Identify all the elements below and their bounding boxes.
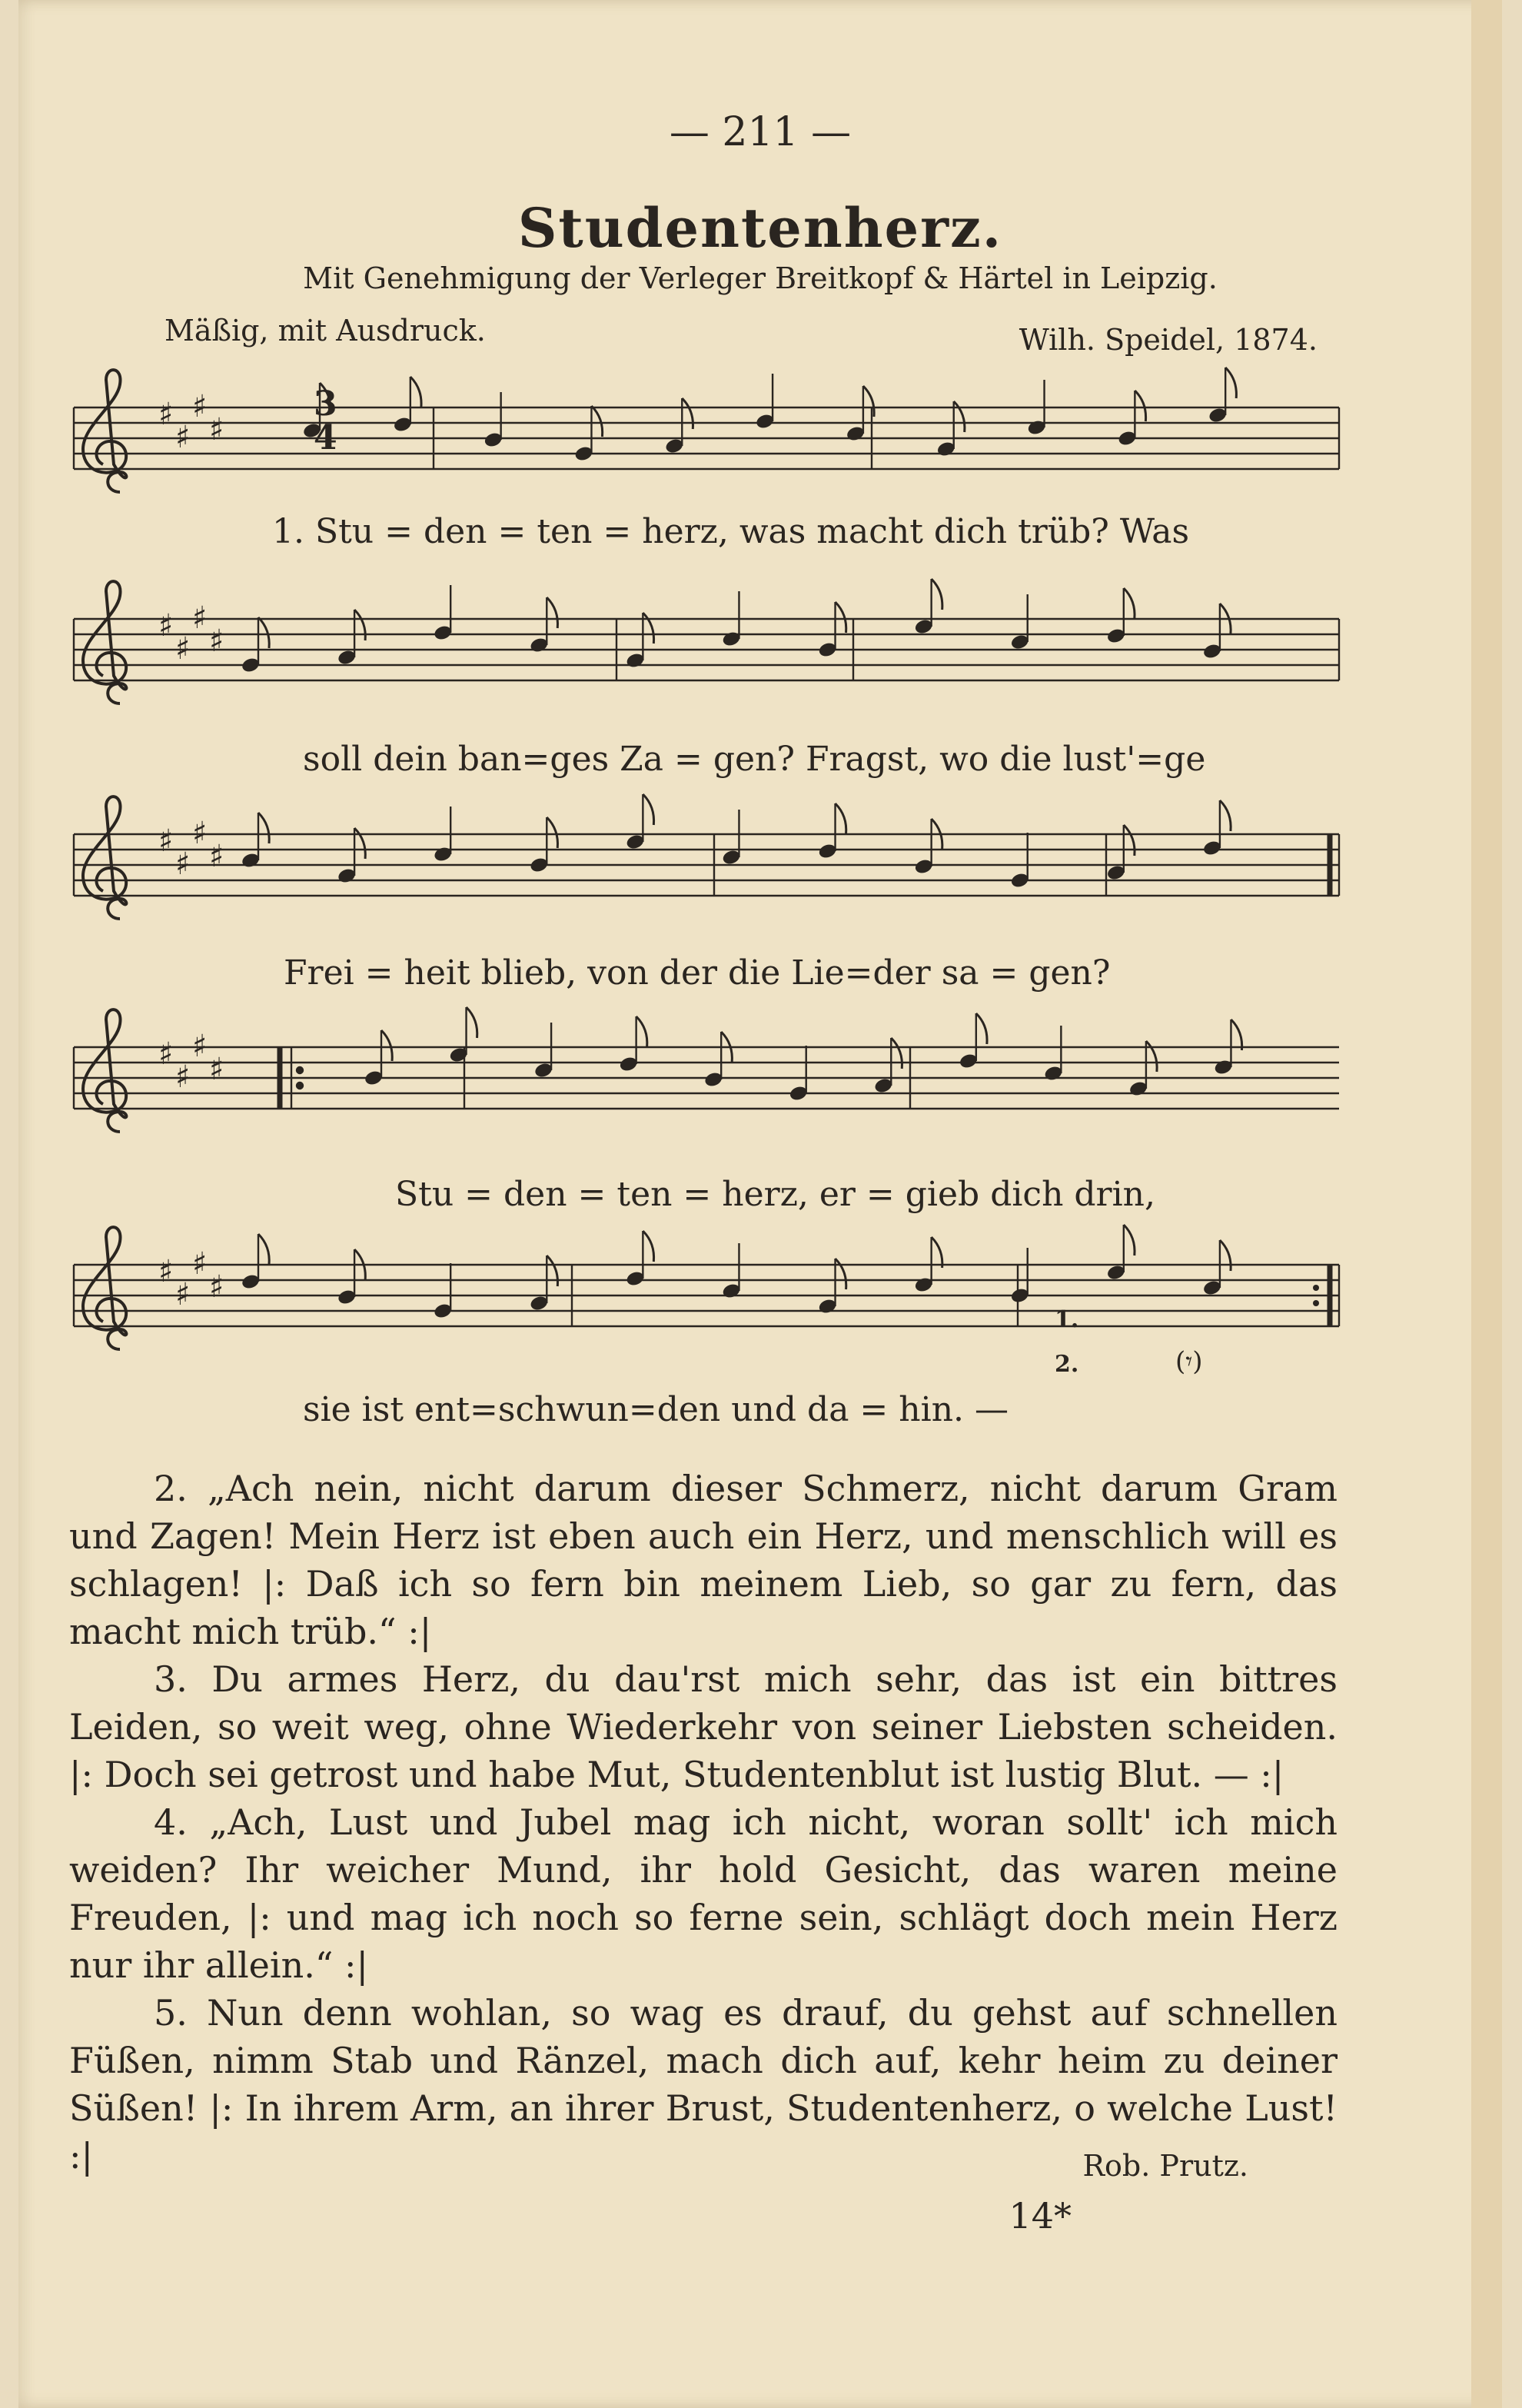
note-flag xyxy=(258,1234,269,1265)
tempo-marking: Mäßig, mit Ausdruck. xyxy=(164,314,486,348)
sharp-sign: ♯ xyxy=(175,420,191,455)
sharp-sign: ♯ xyxy=(192,1029,208,1064)
song-title: Studentenherz. xyxy=(517,196,1003,260)
note-flag xyxy=(636,1016,647,1047)
treble-clef xyxy=(83,1227,126,1349)
note-flag xyxy=(1220,800,1231,831)
treble-clef xyxy=(83,1009,126,1132)
repeat-dot xyxy=(1313,1285,1319,1291)
note-flag xyxy=(354,610,365,640)
note-flag xyxy=(547,597,557,628)
ending-second-label: 2. xyxy=(1055,1351,1079,1378)
note-flag xyxy=(932,579,942,610)
note-flag xyxy=(354,828,365,859)
note-flag xyxy=(954,401,965,432)
note-flag xyxy=(1124,1225,1135,1256)
note-flag xyxy=(1135,391,1145,421)
treble-clef xyxy=(83,581,126,703)
repeat-dot xyxy=(1313,1300,1319,1306)
note-flag xyxy=(976,1013,987,1044)
note-flag xyxy=(1124,825,1135,856)
lyrics-line-3: Frei = heit blieb, von der die Lie=der sa = gen? xyxy=(284,953,1111,993)
note-flag xyxy=(258,813,269,843)
repeat-dot xyxy=(297,1067,303,1073)
lyrics-line-2: soll dein ban=ges Za = gen? Fragst, wo die lust'=ge xyxy=(303,740,1206,779)
note-flag xyxy=(1225,368,1236,398)
sharp-sign: ♯ xyxy=(175,1277,191,1312)
ending-first-label: 1. xyxy=(1055,1306,1079,1333)
verse-2: 2. „Ach nein, nicht darum dieser Schmerz, nicht darum Gram und Zagen! Mein Herz ist eben auch ein Herz, und menschlich will es schlagen! |: Daß ich so fern bin meinem Lieb, so gar zu fern, das macht mich trüb.“ :| xyxy=(69,1468,1338,1652)
composer-credit: Wilh. Speidel, 1874. xyxy=(1019,323,1318,357)
sharp-sign: ♯ xyxy=(175,1059,191,1095)
sharp-sign: ♯ xyxy=(192,1246,208,1282)
verse-5: 5. Nun denn wohlan, so wag es drauf, du gehst auf schnellen Füßen, nimm Stab und Ränzel, mach dich auf, kehr heim zu deiner Süßen! |: In ihrem Arm, an ihrer Brust, Studentenherz, o welche Lust! :| xyxy=(69,1992,1338,2177)
sharp-sign: ♯ xyxy=(158,397,174,432)
note-flag xyxy=(467,1007,477,1038)
note-flag xyxy=(1231,1019,1241,1050)
note-flag xyxy=(1124,588,1135,619)
ending-rest: (𝄾) xyxy=(1175,1346,1203,1377)
book-page xyxy=(18,0,1502,2408)
note-flag xyxy=(591,406,602,437)
sharp-sign: ♯ xyxy=(209,839,224,874)
sharp-sign: ♯ xyxy=(209,412,224,447)
note-flag xyxy=(258,617,269,648)
sharp-sign: ♯ xyxy=(175,631,191,667)
sharp-sign: ♯ xyxy=(209,1052,224,1087)
note-flag xyxy=(547,1256,557,1286)
verse-4: 4. „Ach, Lust und Jubel mag ich nicht, woran sollt' ich mich weiden? Ihr weicher Mund, ihr hold Gesicht, das waren meine Freuden, |: und mag ich noch so ferne sein, schlägt doch mein Herz nur ihr allein.“ :| xyxy=(69,1801,1338,1986)
note-flag xyxy=(1220,1240,1231,1271)
lyrics-line-4: Stu = den = ten = herz, er = gieb dich drin, xyxy=(395,1175,1155,1214)
sharp-sign: ♯ xyxy=(192,600,208,636)
sharp-sign: ♯ xyxy=(158,1254,174,1289)
treble-clef xyxy=(83,370,126,492)
verse-block xyxy=(69,1465,1338,2180)
verse-3: 3. Du armes Herz, du dau'rst mich sehr, das ist ein bittres Leiden, so weit weg, ohne Wiederkehr von seiner Liebsten scheiden. |: Doch sei getrost und habe Mut, Studentenblut ist lustig Blut. — :| xyxy=(69,1658,1338,1795)
note-flag xyxy=(1146,1041,1157,1072)
sheet-signature: 14* xyxy=(1009,2195,1072,2237)
note-flag xyxy=(891,1038,902,1069)
note-flag xyxy=(836,803,846,834)
sharp-sign: ♯ xyxy=(158,823,174,859)
note-flag xyxy=(682,398,693,429)
treble-clef xyxy=(83,797,126,919)
note-flag xyxy=(381,1030,392,1061)
sharp-sign: ♯ xyxy=(192,389,208,424)
lyricist-credit: Rob. Prutz. xyxy=(1082,2149,1248,2183)
note-flag xyxy=(836,602,846,633)
time-signature-bottom: 4 xyxy=(314,418,337,457)
lyrics-line-5: sie ist ent=schwun=den und da = hin. — xyxy=(303,1390,1009,1429)
sharp-sign: ♯ xyxy=(175,846,191,882)
note-flag xyxy=(932,1237,942,1268)
sharp-sign: ♯ xyxy=(209,624,224,659)
note-flag xyxy=(643,794,653,825)
note-flag xyxy=(547,817,557,848)
sharp-sign: ♯ xyxy=(209,1269,224,1305)
time-signature-top: 3 xyxy=(314,384,337,424)
note-flag xyxy=(410,377,421,407)
note-flag xyxy=(836,1259,846,1289)
permission-note: Mit Genehmigung der Verleger Breitkopf & Härtel in Leipzig. xyxy=(303,261,1218,295)
sharp-sign: ♯ xyxy=(192,816,208,851)
page-number: — 211 — xyxy=(669,109,852,155)
repeat-dot xyxy=(297,1083,303,1089)
sharp-sign: ♯ xyxy=(158,608,174,644)
lyrics-line-1: 1. Stu = den = ten = herz, was macht dich trüb? Was xyxy=(272,512,1190,551)
sharp-sign: ♯ xyxy=(158,1036,174,1072)
note-flag xyxy=(643,1231,653,1262)
note-flag xyxy=(643,613,653,644)
music-score xyxy=(18,0,1502,1445)
